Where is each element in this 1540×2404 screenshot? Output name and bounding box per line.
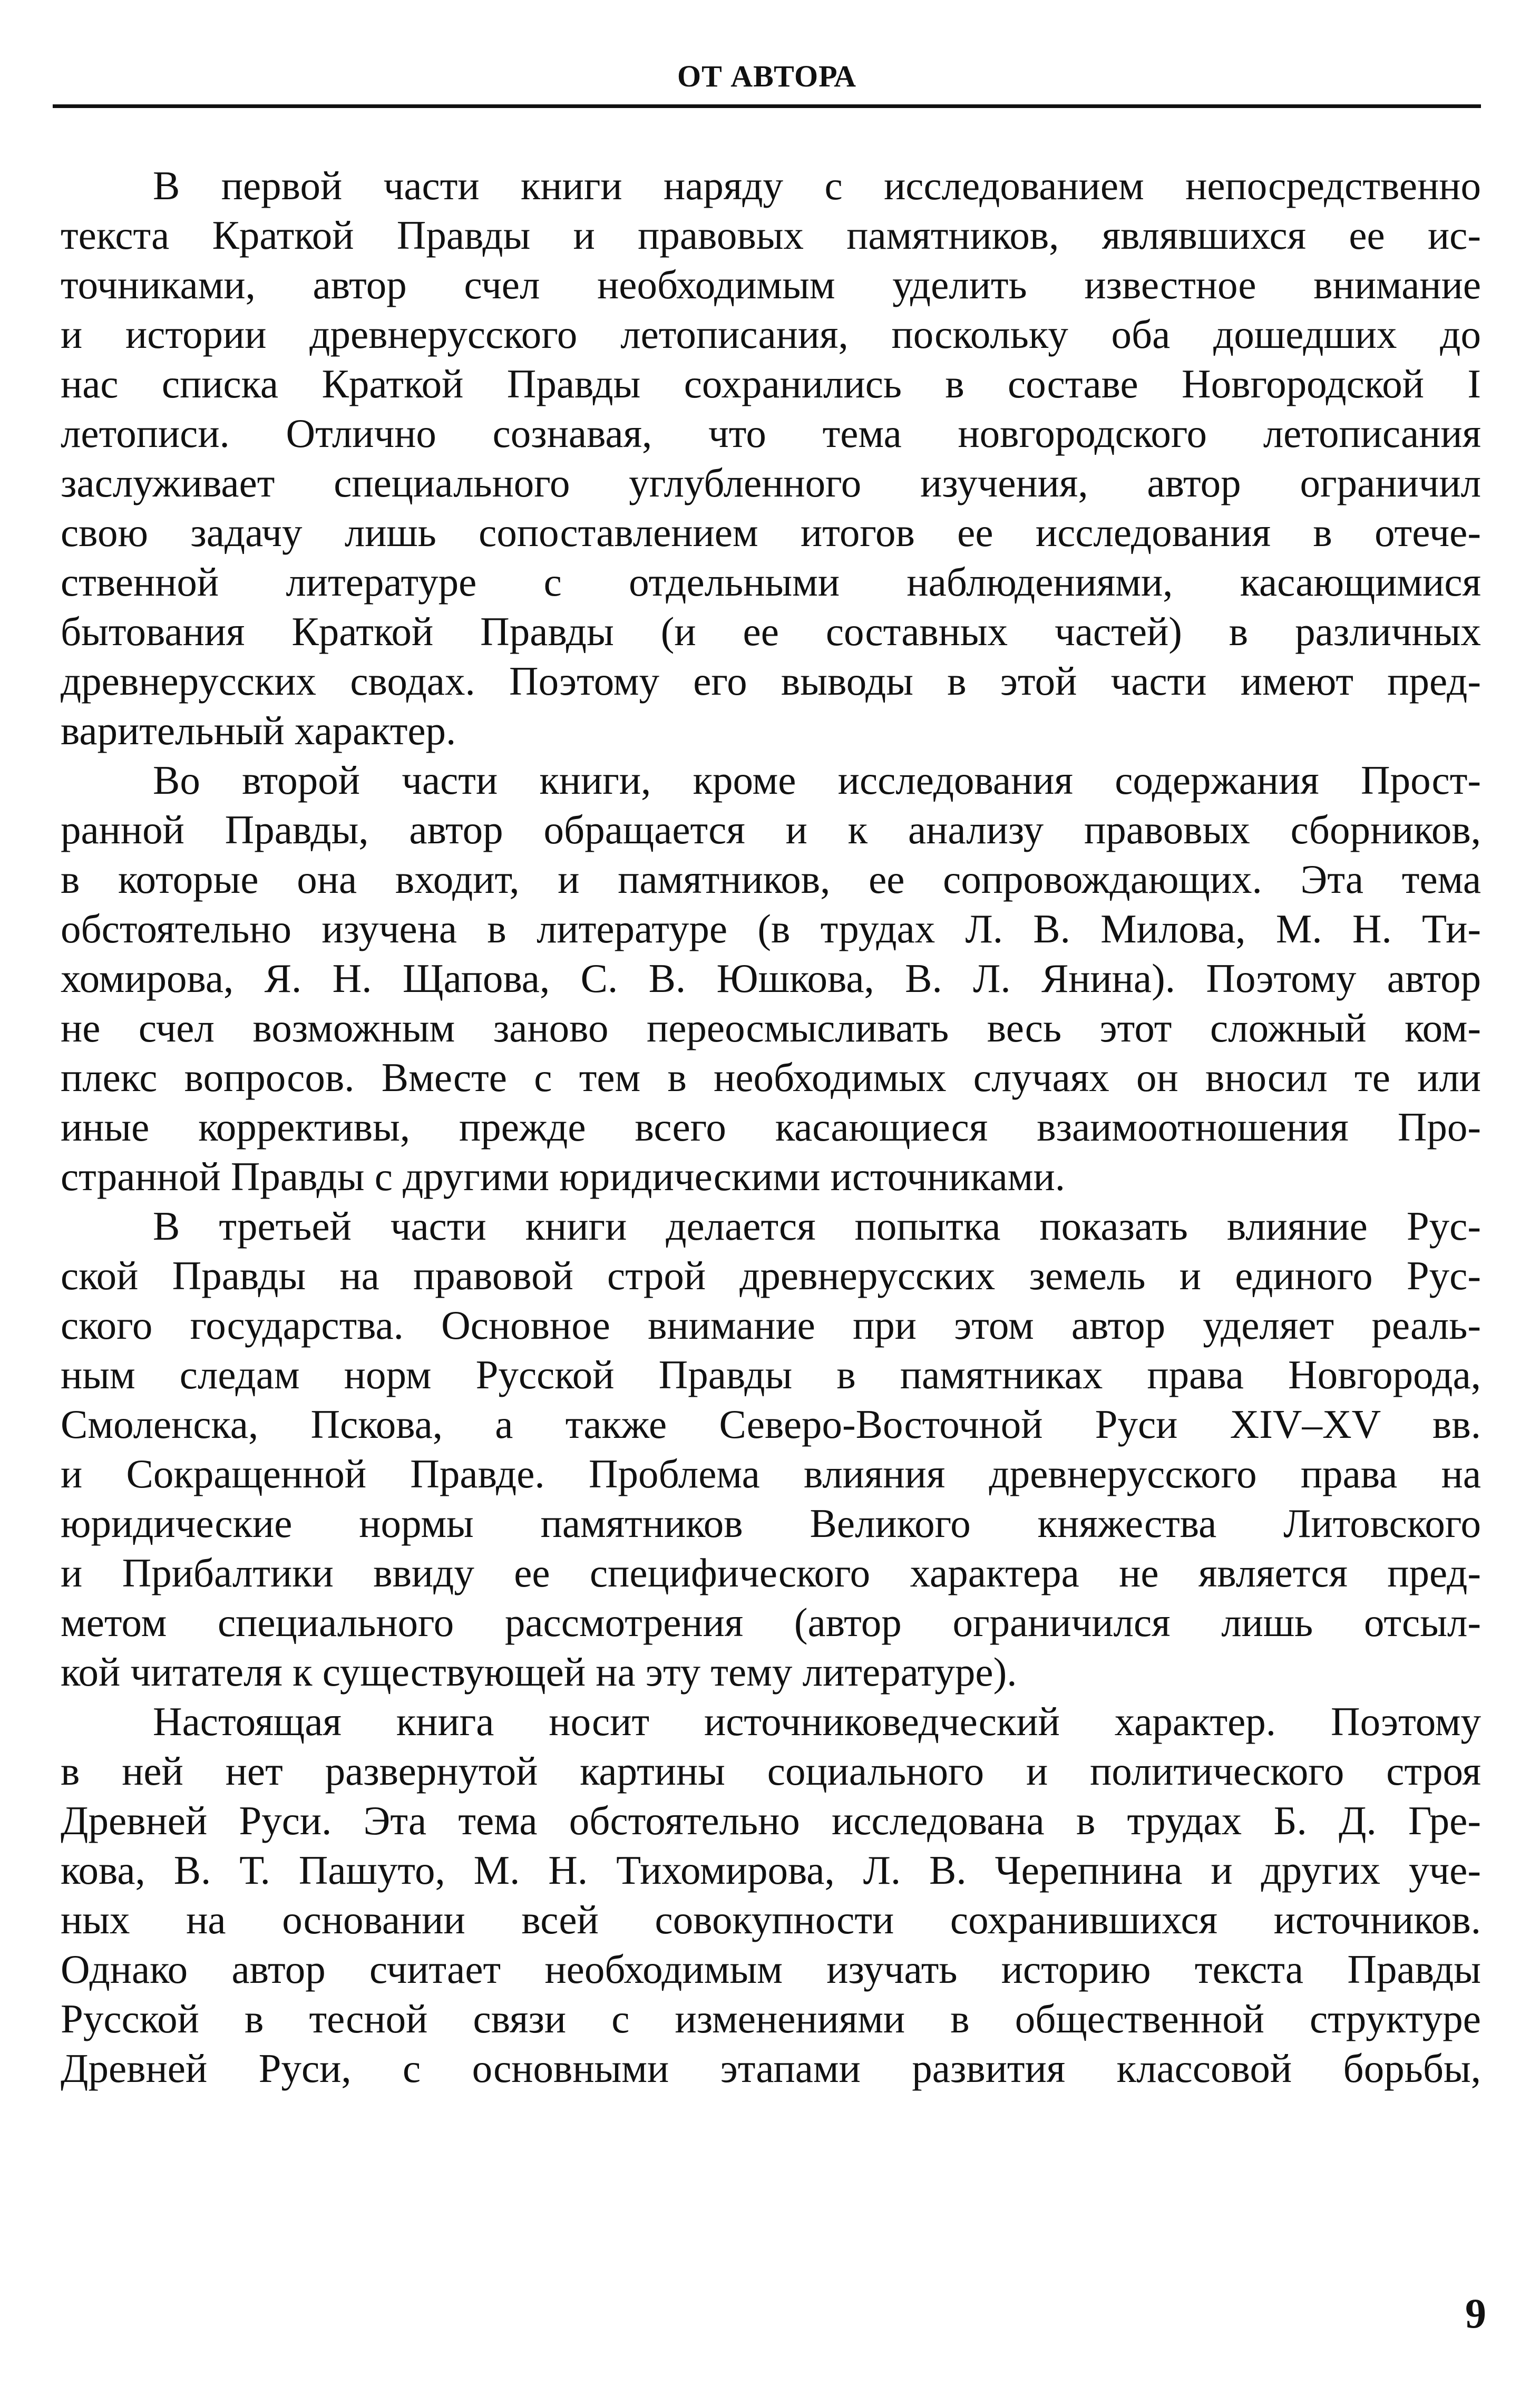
text-line: древнерусских сводах. Поэтому его выводы в этой части имеют пред- xyxy=(61,658,1481,704)
text-line: точниками, автор счел необходимым уделить известное внимание xyxy=(61,262,1481,307)
text-line: ным следам норм Русской Правды в памятниках права Новгорода, xyxy=(61,1352,1481,1397)
text-line: варительный характер. xyxy=(61,708,456,753)
text-line: свою задачу лишь сопоставлением итогов ее исследования в отече- xyxy=(61,510,1481,555)
text-line: Древней Руси. Эта тема обстоятельно исследована в трудах Б. Д. Гре- xyxy=(61,1798,1481,1843)
text-line: иные коррективы, прежде всего касающиеся взаимоотношения Про- xyxy=(61,1104,1481,1150)
text-line: заслуживает специального углубленного изучения, автор ограничил xyxy=(61,460,1481,505)
text-line: и Сокращенной Правде. Проблема влияния древнерусского права на xyxy=(61,1451,1481,1496)
paragraph-4 xyxy=(61,1697,1481,2093)
text-line: плекс вопросов. Вместе с тем в необходимых случаях он вносил те или xyxy=(61,1055,1481,1100)
paragraph-1 xyxy=(61,161,1481,755)
running-head: ОТ АВТОРА xyxy=(677,59,857,93)
text-line: кова, В. Т. Пашуто, М. Н. Тихомирова, Л. В. Черепнина и других уче- xyxy=(61,1847,1481,1893)
text-line: странной Правды с другими юридическими источниками. xyxy=(61,1154,1065,1199)
text-line: метом специального рассмотрения (автор ограничился лишь отсыл- xyxy=(61,1600,1481,1645)
body-text xyxy=(61,161,1481,2093)
text-line: ственной литературе с отдельными наблюдениями, касающимися xyxy=(61,559,1481,605)
text-line: ных на основании всей совокупности сохранившихся источников. xyxy=(61,1897,1481,1942)
paragraph-3 xyxy=(61,1201,1481,1697)
text-line: текста Краткой Правды и правовых памятников, являвшихся ее ис- xyxy=(61,212,1481,258)
text-line: Смоленска, Пскова, а также Северо-Восточной Руси XIV–XV вв. xyxy=(61,1401,1481,1447)
text-line: Однако автор считает необходимым изучать историю текста Правды xyxy=(61,1946,1481,1992)
text-line: Древней Руси, с основными этапами развития классовой борьбы, xyxy=(61,2046,1481,2091)
text-line: обстоятельно изучена в литературе (в трудах Л. В. Милова, М. Н. Ти- xyxy=(61,906,1481,951)
text-line: хомирова, Я. Н. Щапова, С. В. Юшкова, В. Л. Янина). Поэтому автор xyxy=(61,956,1481,1001)
text-line: кой читателя к существующей на эту тему литературе). xyxy=(61,1649,1017,1695)
text-line: бытования Краткой Правды (и ее составных частей) в различных xyxy=(61,609,1481,654)
text-line: в ней нет развернутой картины социального и политического строя xyxy=(61,1748,1481,1794)
text-line: нас списка Краткой Правды сохранились в составе Новгородской I xyxy=(61,361,1481,406)
header-rule xyxy=(53,104,1481,108)
text-line: юридические нормы памятников Великого княжества Литовского xyxy=(61,1501,1481,1546)
text-line: и истории древнерусского летописания, поскольку оба дошедших до xyxy=(61,312,1481,357)
text-line: ского государства. Основное внимание при этом автор уделяет реаль- xyxy=(61,1302,1481,1348)
text-line: и Прибалтики ввиду ее специфического характера не является пред- xyxy=(61,1550,1481,1595)
page-number: 9 xyxy=(1465,2291,1486,2337)
text-line: В первой части книги наряду с исследованием непосредственно xyxy=(153,163,1481,208)
text-line: ранной Правды, автор обращается и к анализу правовых сборников, xyxy=(61,807,1481,852)
text-line: в которые она входит, и памятников, ее сопровождающих. Эта тема xyxy=(61,857,1481,902)
text-line: Настоящая книга носит источниковедческий характер. Поэтому xyxy=(153,1699,1481,1744)
text-line: Во второй части книги, кроме исследования содержания Прост- xyxy=(153,757,1481,803)
paragraph-2 xyxy=(61,755,1481,1201)
text-line: Русской в тесной связи с изменениями в общественной структуре xyxy=(61,1996,1481,2041)
text-line: летописи. Отлично сознавая, что тема новгородского летописания xyxy=(61,411,1481,456)
text-line: не счел возможным заново переосмысливать весь этот сложный ком- xyxy=(61,1005,1481,1050)
text-line: ской Правды на правовой строй древнерусских земель и единого Рус- xyxy=(61,1253,1481,1298)
text-line: В третьей части книги делается попытка показать влияние Рус- xyxy=(153,1203,1481,1249)
